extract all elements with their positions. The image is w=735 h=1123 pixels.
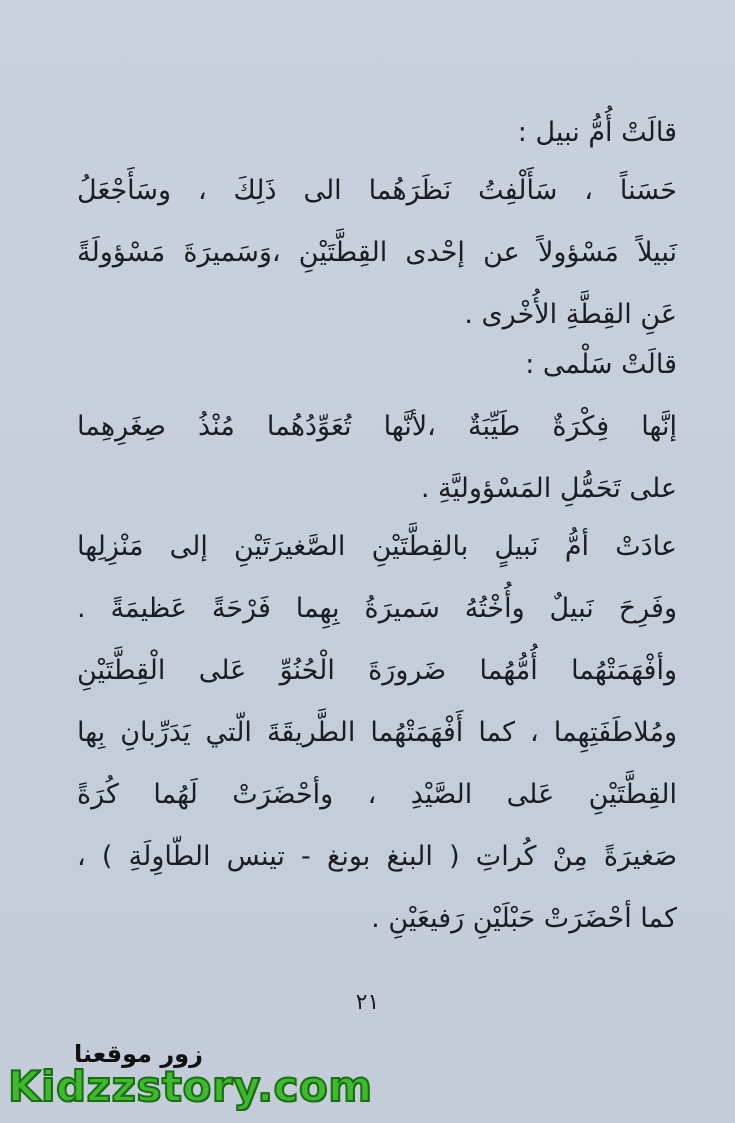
text-line: القِطَّتَيْنِ عَلى الصَّيْدِ ، وأحْضَرَتْ لَهُما كُرَةً <box>77 779 677 810</box>
text-line: وفَرِحَ نَبيلٌ وأُخْتُهُ سَميرَةُ بِهِما فَرْحَةً عَظيمَةً . <box>77 593 677 624</box>
speaker-line-salma <box>77 334 677 396</box>
speaker-text: قالَتْ سَلْمى : <box>525 349 677 380</box>
speaker-line-umm-nabil <box>77 102 677 164</box>
page-number: ٢١ <box>355 990 380 1015</box>
text-line: وأفْهَمَتْهُما أُمُّهُما ضَرورَةَ الْحُنُوِّ عَلى الْقِطَّتَيْنِ <box>77 655 677 686</box>
text-line: ومُلاطَفَتِهِما ، كما أَفْهَمَتْهُما الطَّريقَةَ الّتي يَدَرِّبانِ بِها <box>77 717 677 748</box>
text-line: كما أحْضَرَتْ حَبْلَيْنِ رَفيعَيْنِ . <box>371 903 677 934</box>
speaker-text: قالَتْ أُمُّ نبيل : <box>517 117 677 148</box>
paragraph-umm-nabil-reply <box>77 160 677 346</box>
text-line: نَبيلاً مَسْؤولاً عن إحْدى القِطَّتَيْنِ ،وَسَميرَةَ مَسْؤولَةً <box>77 237 677 268</box>
text-line: حَسَناً ، سَأَلْفِتُ نَظَرَهُما الى ذَلِكَ ، وسَأَجْعَلُ <box>77 175 677 206</box>
text-line: صَغيرَةً مِنْ كُراتِ ( البنغ بونغ - تينس الطّاوِلَةِ ) ، <box>77 841 677 872</box>
text-line: إنَّها فِكْرَةٌ طَيِّبَةٌ ،لأنَّها تُعَوِّدُهُما مُنْذُ صِغَرِهِما <box>77 411 677 442</box>
paragraph-salma-reply <box>77 396 677 520</box>
text-line: عادَتْ أمُّ نَبيلٍ بالقِطَّتَيْنِ الصَّغيرَتَيْنِ إلى مَنْزِلِها <box>77 531 677 562</box>
paragraph-return-home <box>77 516 677 640</box>
watermark-visit-text: زور موقعنا <box>74 1040 203 1068</box>
watermark-logo: Kidzzstory.com <box>8 1062 373 1111</box>
text-line: عَنِ القِطَّةِ الأُخْرى . <box>464 299 677 330</box>
text-line: على تَحَمُّلِ المَسْؤوليَّةِ . <box>420 473 677 504</box>
paragraph-mother-instructions <box>77 640 677 950</box>
